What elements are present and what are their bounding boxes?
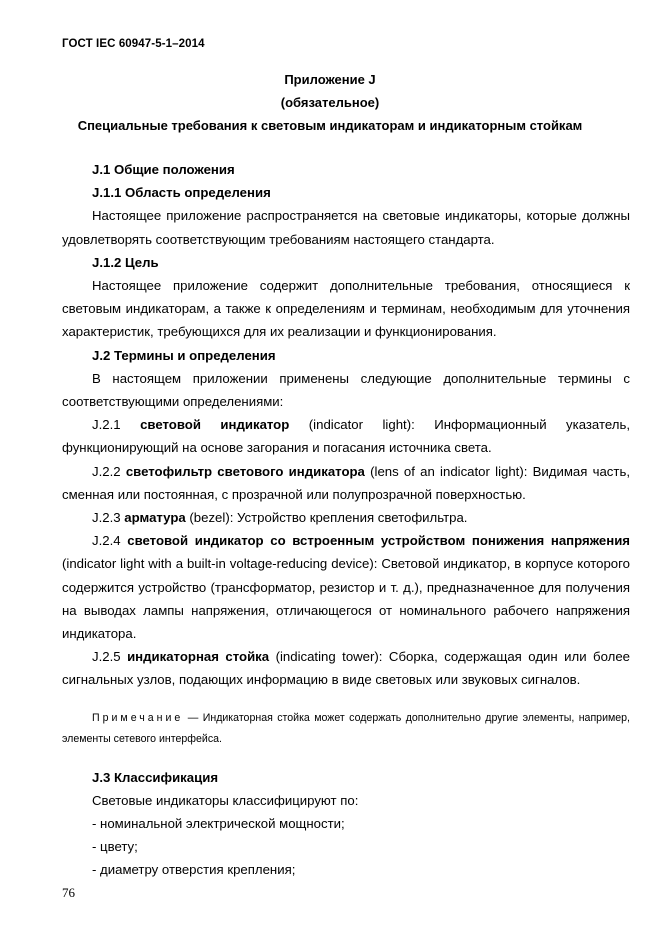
term-name: светофильтр светового индикатора <box>125 463 365 479</box>
section-j11-text: Настоящее приложение распространяется на световые индикаторы, которые должны удовлетворять соответствующим требованиям настоящего стандарта. <box>62 208 630 247</box>
term-number: J.2.2 <box>92 463 121 479</box>
term-number: J.2.5 <box>92 649 121 665</box>
document-body <box>62 158 630 882</box>
section-j1-heading: J.1 Общие положения <box>92 162 235 177</box>
section-j11-heading: J.1.1 Область определения <box>92 185 271 201</box>
note-label: Примечание <box>92 711 184 724</box>
term-name: индикаторная стойка <box>127 649 270 665</box>
note-text: — Индикаторная стойка может содержать дополнительно другие элементы, например, элементы сетевого интерфейса. <box>62 711 630 745</box>
term-number: J.2.4 <box>92 533 121 549</box>
annex-title: Приложение J <box>284 72 376 87</box>
list-item: - цвету; <box>92 839 138 855</box>
term-j24 <box>62 529 630 645</box>
term-number: J.2.3 <box>92 510 121 526</box>
term-name: световой индикатор со встроенным устройством понижения напряжения <box>127 533 630 549</box>
term-definition: (indicator light with a built-in voltage-reducing device): Световой индикатор, в корпусе которого содержится устройство (трансформатор, резистор и т. д.), предназначенное для получения на выводах лампы напряжения, отличающегося от номинального рабочего напряжения индикатора. <box>62 556 630 642</box>
section-j3-text: Световые индикаторы классифицируют по: <box>92 792 359 808</box>
annex-status: (обязательное) <box>280 95 380 110</box>
term-name: световой индикатор <box>140 417 290 433</box>
term-definition: (bezel): Устройство крепления светофильтра. <box>185 510 468 526</box>
section-j3-heading: J.3 Классификация <box>92 769 219 785</box>
term-j22 <box>62 460 630 506</box>
list-item: - номинальной электрической мощности; <box>92 816 345 832</box>
term-j25 <box>62 645 630 691</box>
term-definition: (indicating tower): Сборка, содержащая один или более сигнальных узлов, подающих информацию в виде световых или звуковых сигналов. <box>62 649 630 688</box>
annex-subtitle: Специальные требования к световым индикаторам и индикаторным стойкам <box>77 118 583 133</box>
term-name: арматура <box>124 510 186 526</box>
section-j12-heading: J.1.2 Цель <box>92 254 159 270</box>
term-number: J.2.1 <box>92 417 121 433</box>
section-j12-text: Настоящее приложение содержит дополнительные требования, относящиеся к световым индикаторам, а также к определениям и терминам, необходимым для уточнения характеристик, требующихся для их реализации и функционирования. <box>62 278 630 340</box>
page-number: 76 <box>62 885 75 900</box>
section-j2-heading: J.2 Термины и определения <box>92 347 276 363</box>
standard-code: ГОСТ IEC 60947-5-1–2014 <box>62 38 205 50</box>
list-item: - диаметру отверстия крепления; <box>92 862 296 878</box>
term-definition: (lens of an indicator light): Видимая часть, сменная или постоянная, с прозрачной или полупрозрачной поверхностью. <box>62 463 630 502</box>
term-j23 <box>62 506 630 529</box>
note <box>62 708 630 750</box>
term-definition: (indicator light): Информационный указатель, функционирующий на основе загорания и погасания источника света. <box>62 417 630 456</box>
section-j2-text: В настоящем приложении применены следующие дополнительные термины с соответствующими определениями: <box>62 370 630 410</box>
term-j21 <box>62 413 630 459</box>
